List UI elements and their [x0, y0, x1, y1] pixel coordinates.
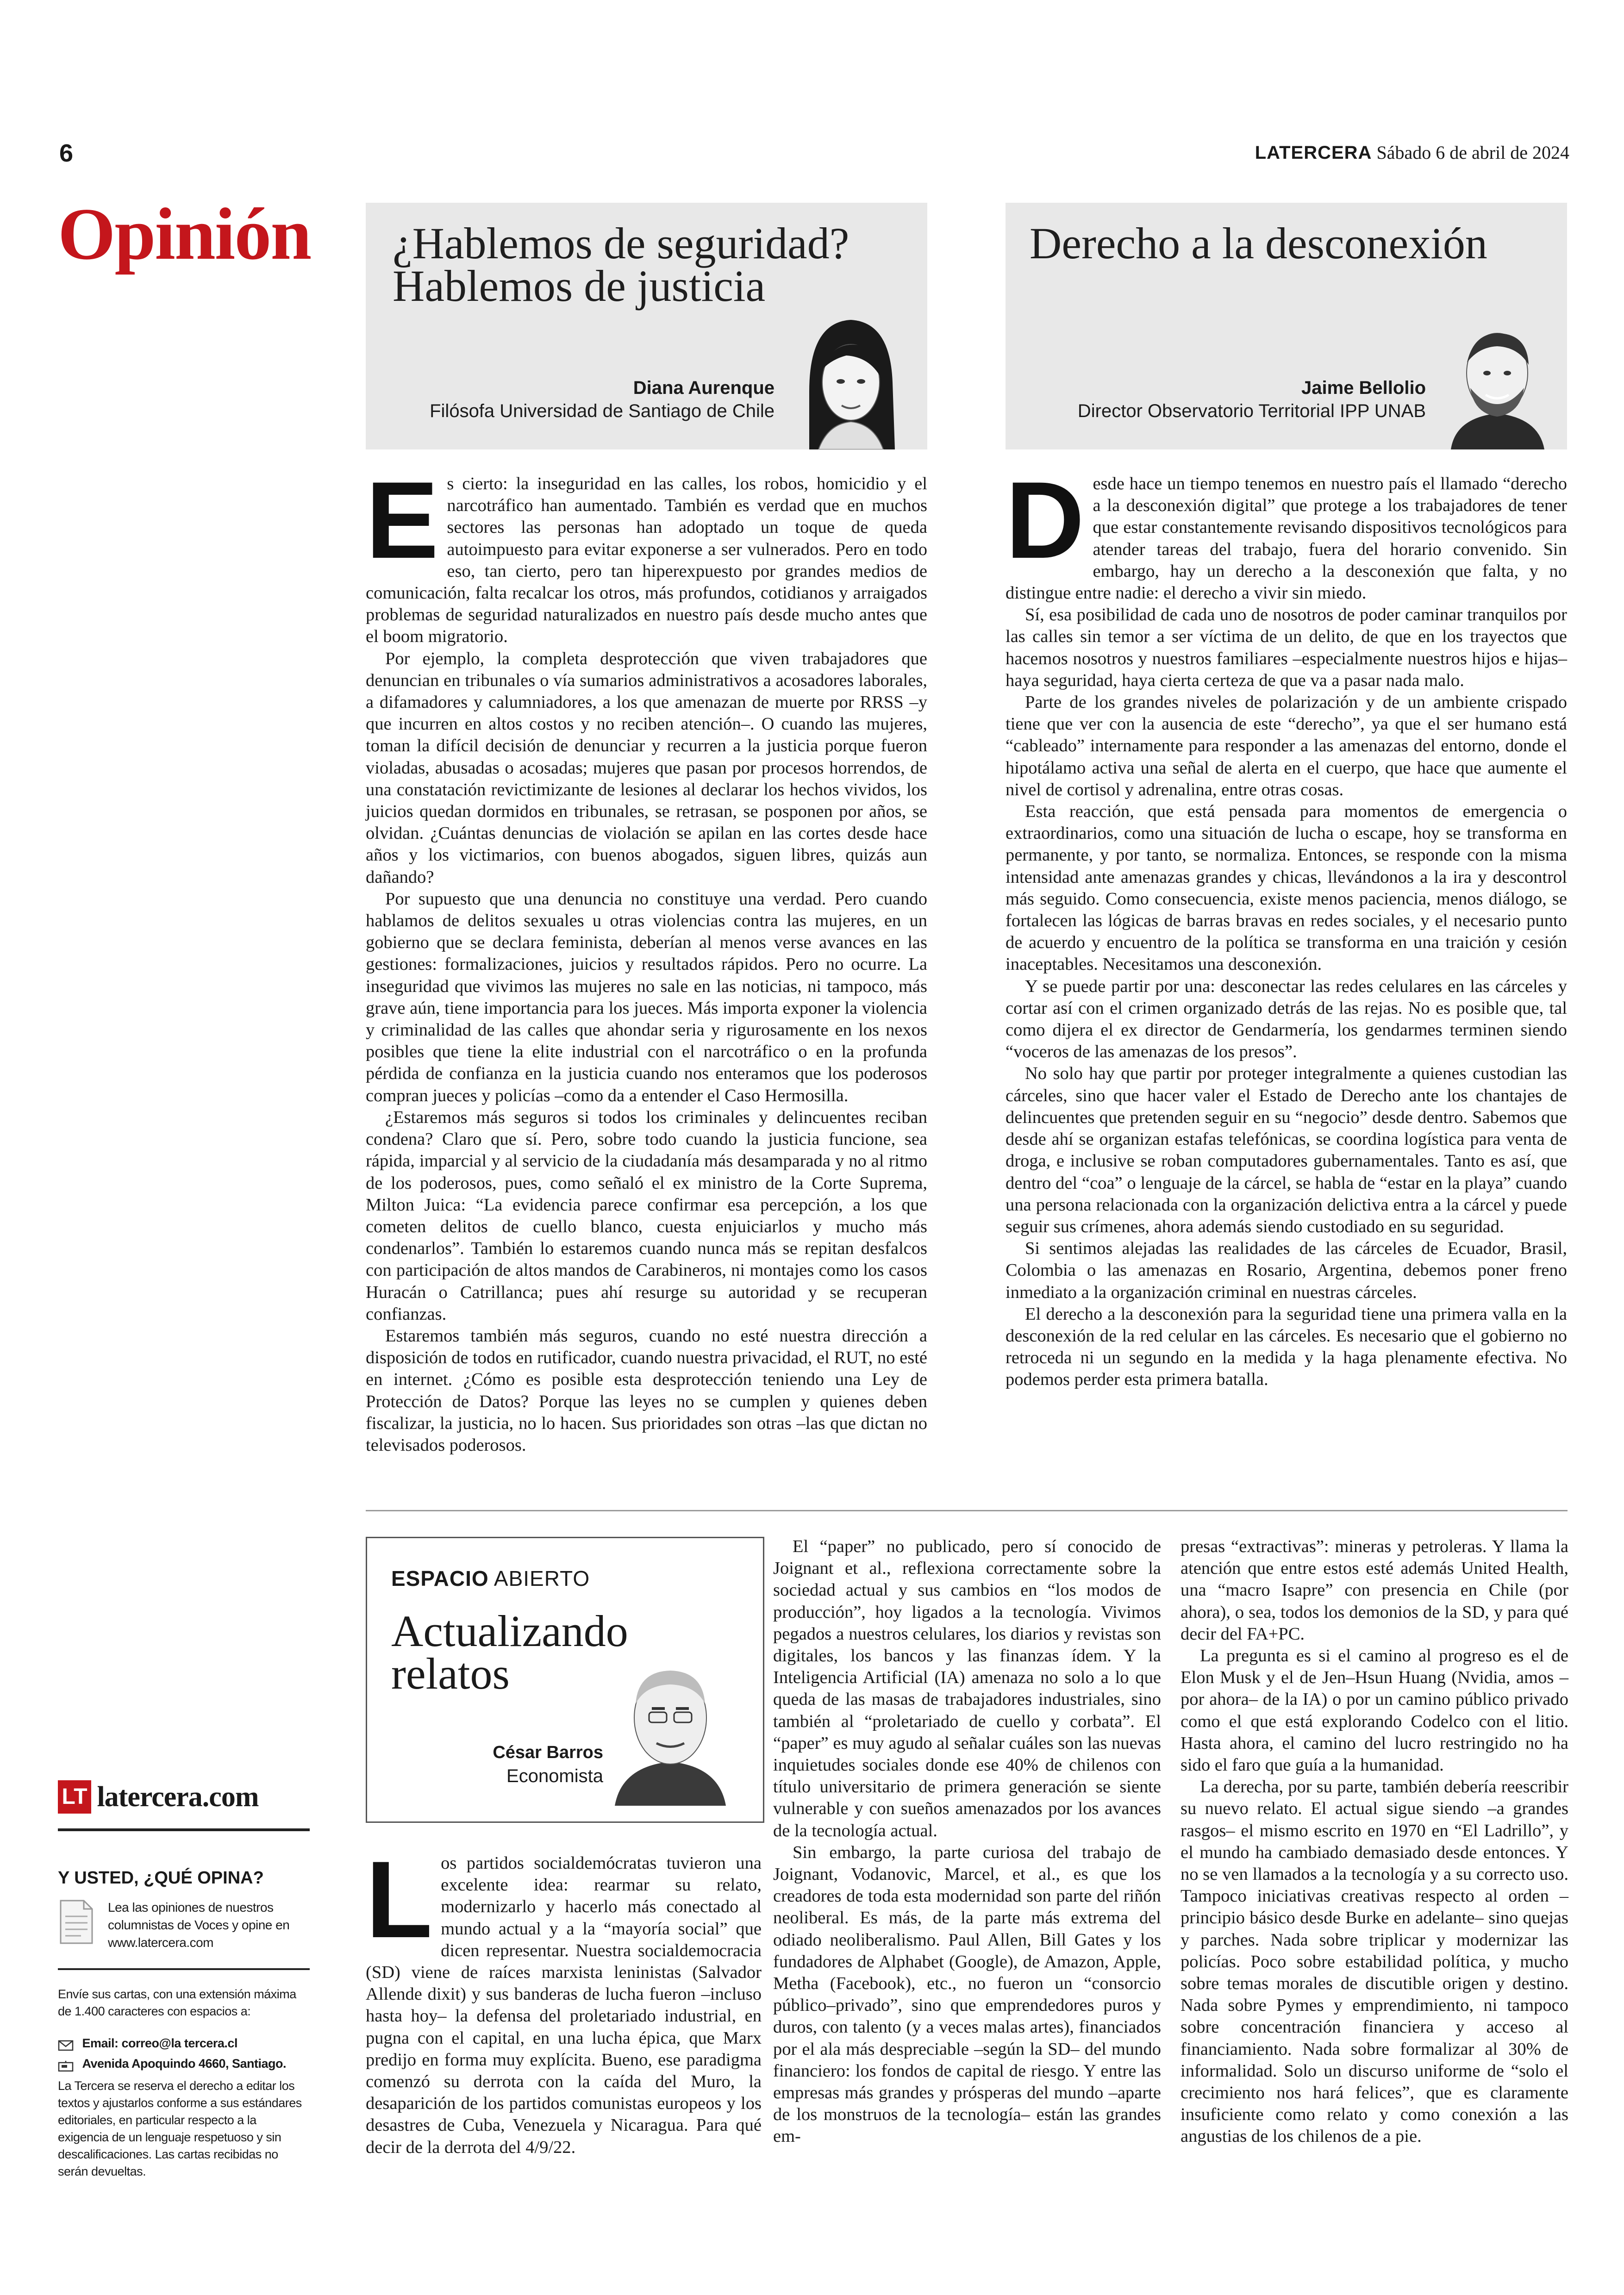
- paragraph: Sí, esa posibilidad de cada uno de nosotros de poder caminar tranquilos por las calles sin temor a ser víctima de un delito, de que en los trayectos que hacemos nosotros y nuestros familiares –especialmente nuestros hijos e hijas– haya seguridad, haya cierta certeza de que va a pasar nada malo.: [1006, 605, 1567, 690]
- article3-author: César Barros: [493, 1743, 603, 1762]
- paragraph: os partidos socialdemócratas tuvieron una excelente idea: rearmar su relato, modernizarlo y hacerlo más conectado al mundo actual y a la “mayoría social” que dicen representar. Nuestra socialdemocracia (SD) viene de raíces marxista leninistas (Salvador Allende dixit) y sus banderas de lucha fueron –incluso hasta hoy– la defensa del proletariado industrial, en pugna con el capital, en una lucha épica, que Marx predijo en forma muy explícita. Bueno, ese paradigma comenzó su derrota con la caída del Muro, la desaparición de los partidos comunistas europeos y los desastres de Cuba, Venezuela y Nicaragua. Para qué decir de la derrota del 4/9/22.: [366, 1853, 762, 2157]
- article2-author-role: Director Observatorio Territorial IPP UNAB: [1077, 401, 1426, 421]
- article3-column-1: [366, 1839, 762, 2158]
- article3-column-2: [773, 1536, 1161, 2148]
- paragraph: Parte de los grandes niveles de polarización y de un ambiente crispado tiene que ver con la ausencia de este “derecho”, ya que el ser humano está “cableado” internamente para responder a las amenazas del entorno, donde el hipotálamo activa una señal de alerta en el cuerpo, que hace que aumente el nivel de cortisol y adrenalina, entre otras cosas.: [1006, 692, 1567, 799]
- paragraph: Esta reacción, que está pensada para momentos de emergencia o extraordinarios, como una situación de lucha o escape, hoy se transforma en permanente, y por tanto, se normaliza. Entonces, se responde con la misma intensidad ante amenazas grandes y chicas, llevándonos a la ira y descontrol más seguido. Como consecuencia, existe menos paciencia, menos diálogo, se fortalecen las lógicas de barras bravas en redes sociales, y el necesario punto de acuerdo y encuentro de la política se transforma en una traición y cesión inaceptables. Necesitamos una desconexión.: [1006, 802, 1567, 974]
- page-number: 6: [59, 139, 74, 167]
- author-portrait-1: [791, 313, 906, 449]
- paragraph: Y se puede partir por una: desconectar las redes celulares en las cárceles y cortar así con el crimen organizado detrás de las rejas. No es posible que, tal como dijera el ex director de Gendarmería, los gendarmes terminen siendo “voceros de las amenazas de los presos”.: [1006, 976, 1567, 1062]
- sidebar-letters-info: Envíe sus cartas, con una extensión máxima de 1.400 caracteres con espacios a:: [58, 1987, 296, 2018]
- paragraph: ¿Estaremos más seguros si todos los criminales y delincuentes reciban condena? Claro que sí. Pero, sobre todo cuando la justicia funcione, sea rápida, imparcial y al servicio de la ciudadanía más desamparada y no al ritmo de los poderosos, pues, como señaló el ex ministro de la Corte Suprema, Milton Juica: “La evidencia parece confirmar esa percepción, a los que cometen delitos de cuello blanco, cuesta enjuiciarlos y mucho más condenarlos”. También lo estaremos cuando nunca más se repitan desfalcos con participación de altos mandos de Carabineros, ni montajes como los casos Huracán o Catrillanca; pues ahí resurge su autoridad y se recuperan confianzas.: [366, 1107, 927, 1324]
- paragraph: El “paper” no publicado, pero sí conocido de Joignant et al., reflexiona correctamente sobre la sociedad actual y sus cambios en “los modos de producción”, hoy ligados a la tecnología. Vivimos pegados a nuestros celulares, los diarios y revistas son digitales, los bancos y las finanzas ídem. Y la Inteligencia Artificial (IA) amenaza no solo a lo que queda de las masas de trabajadores industriales, sino también al “proletariado de cuello y corbata”. El “paper” es muy agudo al señalar cuáles son las nuevas inquietudes sociales donde ese 40% de chilenos con título universitario de primera generación se siente vulnerable y con sueños amenazados por los avances de la tecnología actual.: [773, 1537, 1161, 1840]
- paragraph: La derecha, por su parte, también debería reescribir su nuevo relato. El actual sigue siendo –a grandes rasgos– el mismo escrito en 1970 en “El Ladrillo”, y el mundo ha cambiado demasiado desde entonces. Y no se ven llamados a la tecnología y a su correcto uso. Tampoco iniciativas creativas respecto al orden –principio básico desde Burke en adelante– sino quejas y parches. Nada sobre triplicar y modernizar las policías. Poco sobre estabilidad política, y mucho sobre temas morales de discutible origen y destino. Nada sobre Pymes y emprendimiento, ni tampoco sobre concentración financiera y acceso al financiamiento. Nada sobre formalizar al 30% de informalidad. Solo un discurso uniforme de “solo el crecimiento nos hará felices”, que es claramente insuficiente como relato y como conexión a las angustias de los chilenos de a pie.: [1181, 1777, 1568, 2146]
- article3-column-3: [1181, 1536, 1568, 2148]
- article3-header: [366, 1537, 764, 1823]
- article1-author: Diana Aurenque: [633, 378, 775, 398]
- envelope-icon: [58, 2040, 74, 2051]
- author-portrait-3: [610, 1653, 731, 1806]
- mailbox-icon: [58, 2060, 74, 2072]
- article3-author-role: Economista: [506, 1766, 603, 1786]
- sidebar-address: Avenida Apoquindo 4660, Santiago.: [58, 2055, 310, 2072]
- paragraph: Por ejemplo, la completa desprotección que viven trabajadores que denuncian en tribunales o vía sumarios administrativos a acosadores laborales, a difamadores y calumniadores, a los que amenazan de muerte por RRSS –y que incurren en altos costos y no reciben atención–. O cuando las mujeres, toman la difícil decisión de denunciar y recurren a la justicia porque fueron violadas, abusadas o acosadas; mujeres que pasan por procesos horrendos, de una constatación revictimizante de lesiones al declarar los hechos vividos, los juicios quedan dormidos en tribunales, se retrasan, se posponen por años, se olvidan. ¿Cuántas denuncias de violación se apilan en las cortes desde hace años y los victimarios, con buenos abogados, siguen libres, quizás aun dañando?: [366, 649, 927, 887]
- author-portrait-2: [1442, 318, 1553, 449]
- sidebar-site-link[interactable]: [58, 1780, 310, 1814]
- paragraph: Por supuesto que una denuncia no constituye una verdad. Pero cuando hablamos de delitos sexuales u otras violencias contra las mujeres, en un gobierno que se declara feminista, deberían al menos verse avances en las gestiones: formalizaciones, juicios y resultados rápidos. Pero no ocurre. La inseguridad que vivimos las mujeres no sale en las noticias, ni tampoco, más grave aún, tiene importancia para los jueces. Más importa exponer la violencia y criminalidad de las calles que ahondar seria y rigurosamente en los nexos posibles que tiene la elite industrial con el narcotráfico o en la profunda pérdida de confianza en la justicia cuando nos enteramos que los poderosos compran jueces y policías –como da a entender el Caso Hermosilla.: [366, 889, 927, 1105]
- paragraph: Si sentimos alejadas las realidades de las cárceles de Ecuador, Brasil, Colombia o las amenazas en Rosario, Argentina, debemos poner freno inmediato a la organización criminal en nuestras cárceles.: [1006, 1239, 1567, 1302]
- article1-header: [366, 203, 927, 449]
- section-title: Opinión: [58, 193, 311, 275]
- article3-title: Actualizando relatos: [391, 1606, 628, 1698]
- paragraph: Sin embargo, la parte curiosa del trabajo de Joignant, Vodanovic, Marcel, et al., es que los creadores de toda esta modernidad son parte del riñón neoliberal. Es más, de la parte más extrema del odiado neoliberalismo. Paul Allen, Bill Gates y los fundadores de Alphabet (Google), de Amazon, Apple, Metha (Facebook), etc., no fueron un “consorcio público–privado”, sino que emprendedores puros y duros, con talento (y a veces malas artes), financiados por el ala más despreciable –según la SD– del mundo financiero: los fondos de capital de riesgo. Y entre las empresas más grandes y prósperas del mundo –aparte de los monstruos de la tecnología– están las grandes em-: [773, 1842, 1161, 2146]
- article1-body: [366, 459, 927, 1456]
- article2-dropcap: D: [1006, 459, 1085, 581]
- article2-header: [1006, 203, 1567, 449]
- paragraph: presas “extractivas”: mineras y petroleras. Y llama la atención que entre estos esté además United Health, una “macro Isapre” con presencia en Chile (por ahora), o sea, todos los demonios de la SD, y para qué decir del FA+PC.: [1181, 1537, 1568, 1644]
- article1-dropcap: E: [366, 459, 439, 581]
- article2-title: Derecho a la desconexión: [1030, 218, 1487, 268]
- article1-author-role: Filósofa Universidad de Santiago de Chile: [430, 401, 775, 421]
- paragraph: El derecho a la desconexión para la seguridad tiene una primera valla en la desconexión de la red celular en las cárceles. Es necesario que el gobierno no retroceda ni un segundo en la medida y la haga plenamente efectiva. No podemos perder esta primera batalla.: [1006, 1304, 1567, 1390]
- article1-title: ¿Hablemos de seguridad? Hablemos de justicia: [393, 218, 849, 311]
- header-dateline: [1255, 142, 1569, 163]
- document-icon: [58, 1899, 95, 1945]
- sidebar-disclaimer: La Tercera se reserva el derecho a editar los textos y ajustarlos conforme a sus estándares editoriales, en particular respecto a la exigencia de un lenguaje respetuoso y sin descalificaciones. Las cartas recibidas no serán devueltas.: [58, 2079, 302, 2178]
- newspaper-brand: LATERCERA: [1255, 143, 1372, 163]
- site-url: latercera.com: [97, 1781, 259, 1813]
- article2-author: Jaime Bellolio: [1301, 378, 1426, 398]
- article3-section-label: ESPACIO ABIERTO: [391, 1566, 590, 1590]
- sidebar-question: Y USTED, ¿QUÉ OPINA?: [58, 1868, 264, 1888]
- sidebar-divider: [58, 1968, 310, 1970]
- paragraph: Estaremos también más seguros, cuando no esté nuestra dirección a disposición de todos en rutificador, cuando nuestra privacidad, el RUT, no esté en internet. ¿Cómo es posible esta desprotección teniendo una Ley de Protección de Datos? Porque las leyes no se cumplen y quienes deben fiscalizar, la justicia, no lo hacen. Sus prioridades son otras –las que dictan no televisados poderosos.: [366, 1326, 927, 1455]
- sidebar-divider: [58, 1828, 310, 1831]
- article2-body: [1006, 459, 1567, 1391]
- sidebar-email[interactable]: Email: correo@la tercera.cl: [58, 2035, 310, 2052]
- paragraph: esde hace un tiempo tenemos en nuestro país el llamado “derecho a la desconexión digital” que protege a los trabajadores de tener que estar constantemente revisando dispositivos tecnológicos para atender tareas del trabajo, fuera del horario convenido. Sin embargo, hay un derecho a la desconexión que falta, y no distingue entre nadie: el derecho a vivir sin miedo.: [1006, 474, 1567, 603]
- sidebar-read-text: Lea las opiniones de nuestros columnistas de Voces y opine en www.latercera.com: [108, 1900, 290, 1950]
- lt-logo: LT: [58, 1780, 91, 1814]
- paragraph: s cierto: la inseguridad en las calles, los robos, homicidio y el narcotráfico han aumentado. También es verdad que en muchos sectores las personas han adoptado un toque de queda autoimpuesto para evitar exponerse a ser vulnerados. Pero en todo eso, tan cierto, pero tan hiperexpuesto por grandes medios de comunicación, falta recalcar los otros, más profundos, cotidianos y arraigados problemas de seguridad naturalizados en nuestro país desde mucho antes que el boom migratorio.: [366, 474, 927, 647]
- paragraph: No solo hay que partir por proteger integralmente a quienes custodian las cárceles, sino que hacer valer el Estado de Derecho ante los chantajes de delincuentes que pretenden seguir en su “negocio” desde dentro. Sabemos que desde ahí se organizan estafas telefónicas, se coordina logística para venta de droga, e inclusive se roban computadores gubernamentales. Tanto es así, que dentro del “coa” o lenguaje de la cárcel, se habla de “estar en la playa” cuando una persona relacionada con la organización delictiva entra a la cárcel y puede seguir sus crímenes, ahora además siendo custodiado en su seguridad.: [1006, 1064, 1567, 1236]
- article3-dropcap: L: [366, 1839, 433, 1961]
- section-divider: [366, 1510, 1568, 1511]
- issue-date: Sábado 6 de abril de 2024: [1376, 142, 1569, 163]
- sidebar-read-block: [58, 1899, 310, 1952]
- paragraph: La pregunta es si el camino al progreso es el de Elon Musk y el de Jen–Hsun Huang (Nvidia, amos –por ahora– de la IA) o por un camino público privado como el que está explorando Codelco con el litio. Hasta ahora, el camino del lucro restringido no ha sido el faro que guía a la humanidad.: [1181, 1646, 1568, 1775]
